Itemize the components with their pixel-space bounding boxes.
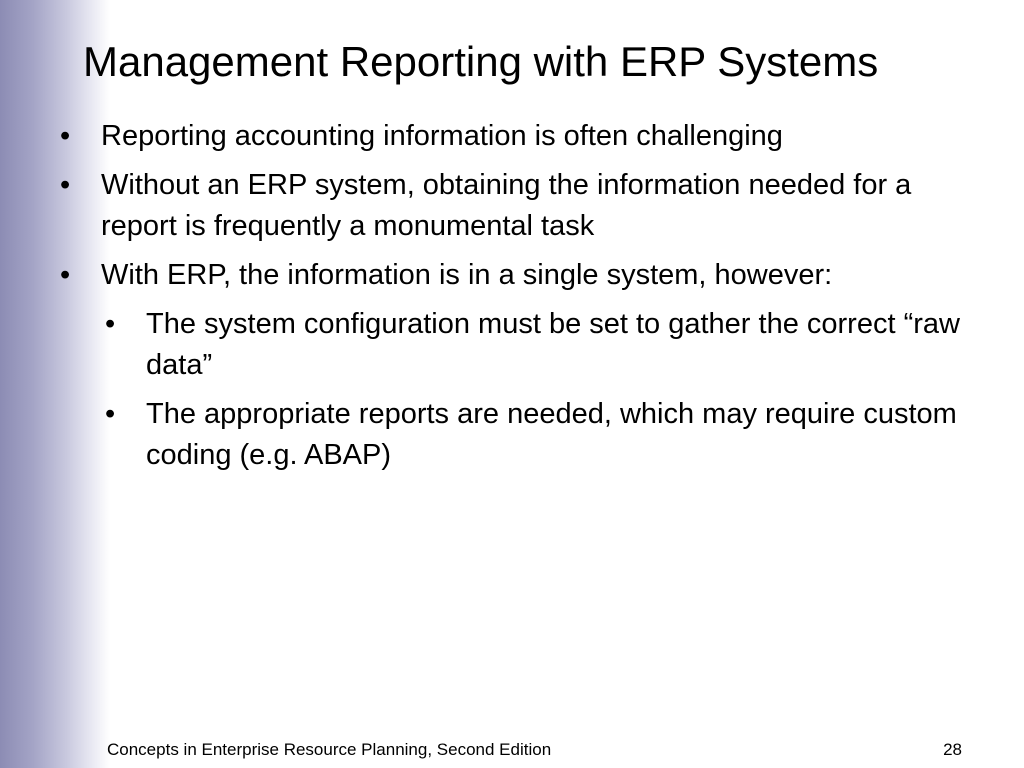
bullet-text: Reporting accounting information is often challenging — [101, 120, 783, 152]
bullet-text: With ERP, the information is in a single system, however: — [101, 259, 833, 291]
slide-title: Management Reporting with ERP Systems — [83, 38, 879, 85]
bullet-mark: • — [60, 259, 71, 291]
bullet-item — [58, 255, 988, 296]
bullet-item — [58, 116, 988, 157]
bullet-mark: • — [60, 120, 71, 152]
sub-bullet-item — [103, 394, 988, 476]
bullet-mark: • — [105, 308, 116, 340]
bullet-mark: • — [60, 169, 71, 201]
footer-text: Concepts in Enterprise Resource Planning, Second Edition — [107, 740, 552, 759]
bullet-list — [58, 116, 988, 484]
sub-bullet-text: The appropriate reports are needed, which may require custom coding (e.g. ABAP) — [146, 398, 957, 471]
page-number: 28 — [943, 740, 962, 759]
bullet-item — [58, 165, 988, 247]
sub-bullet-text: The system configuration must be set to gather the correct “raw data” — [146, 308, 960, 381]
bullet-text: Without an ERP system, obtaining the information needed for a report is frequently a monumental task — [101, 169, 912, 242]
sub-bullet-item — [103, 304, 988, 386]
bullet-mark: • — [105, 398, 116, 430]
